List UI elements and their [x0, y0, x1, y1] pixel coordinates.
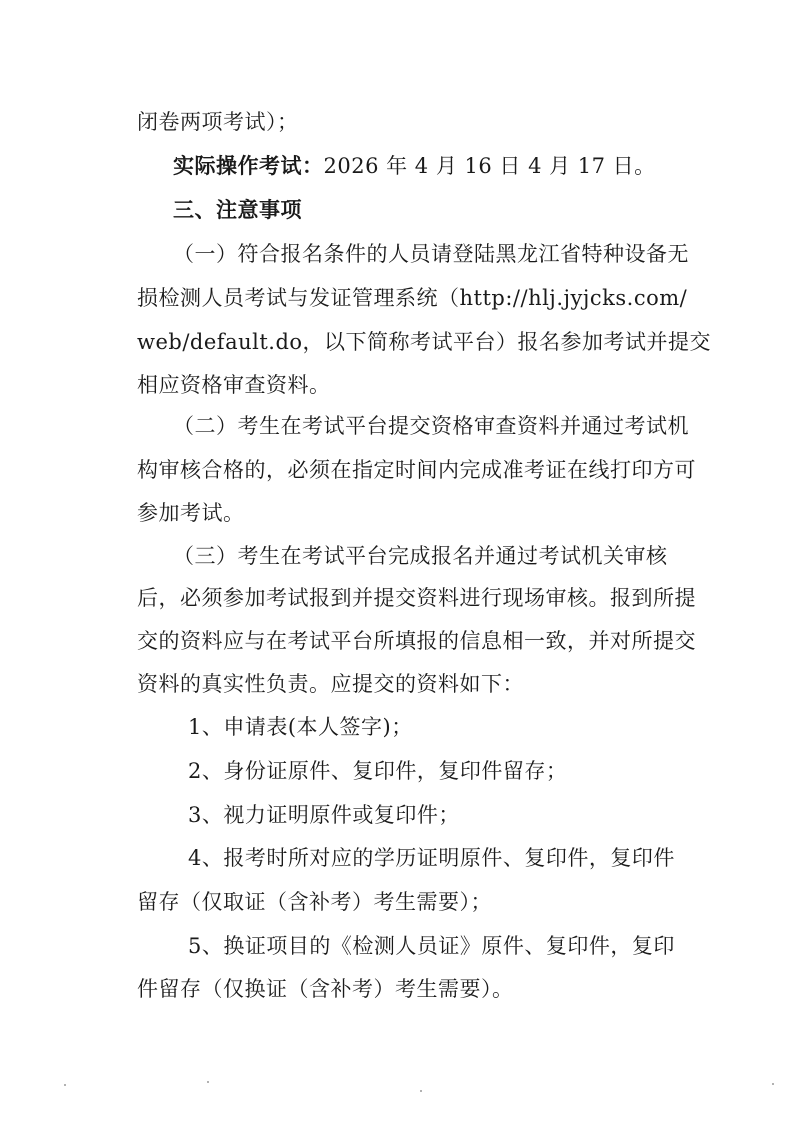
paragraph-line: 交的资料应与在考试平台所填报的信息相一致，并对所提交: [137, 629, 696, 653]
paragraph-line: 损检测人员考试与发证管理系统（http://hlj.jyjcks.com/: [137, 286, 688, 310]
paragraph-line: web/default.do，以下简称考试平台）报名参加考试并提交: [137, 330, 712, 354]
scan-speck: [64, 1084, 66, 1086]
list-item-continuation: 件留存（仅换证（含补考）考生需要）。: [137, 977, 514, 1001]
scan-speck: [207, 1081, 209, 1083]
scan-speck: [420, 1090, 422, 1092]
paragraph-line: （二）考生在考试平台提交资格审查资料并通过考试机: [173, 414, 689, 438]
paragraph-line: （三）考生在考试平台完成报名并通过考试机关审核: [173, 544, 668, 568]
paragraph-line: 相应资格审查资料。: [137, 373, 331, 397]
list-item: 2、身份证原件、复印件，复印件留存；: [188, 759, 568, 783]
paragraph-line: 后，必须参加考试报到并提交资料进行现场审核。报到所提: [137, 586, 696, 610]
list-item: 3、视力证明原件或复印件；: [188, 803, 460, 827]
list-item: 4、报考时所对应的学历证明原件、复印件，复印件: [188, 846, 675, 870]
paragraph-line: 构审核合格的，必须在指定时间内完成准考证在线打印方可: [137, 458, 696, 482]
text-line: 闭卷两项考试）；: [137, 110, 299, 134]
paragraph-line: （一）符合报名条件的人员请登陆黑龙江省特种设备无: [173, 242, 689, 266]
list-item-continuation: 留存（仅取证（含补考）考生需要）；: [137, 890, 492, 914]
practical-exam-line: [173, 153, 656, 179]
practical-exam-label: 实际操作考试：: [173, 154, 324, 178]
scan-speck: [772, 1083, 774, 1085]
paragraph-line: 参加考试。: [137, 501, 245, 525]
list-item: 5、换证项目的《检测人员证》原件、复印件，复印: [188, 934, 675, 958]
section-heading: 三、注意事项: [173, 198, 302, 222]
practical-exam-date: 2026 年 4 月 16 日 4 月 17 日。: [323, 154, 656, 178]
list-item: 1、申请表(本人签字)；: [188, 715, 413, 739]
paragraph-line: 资料的真实性负责。应提交的资料如下：: [137, 672, 524, 696]
